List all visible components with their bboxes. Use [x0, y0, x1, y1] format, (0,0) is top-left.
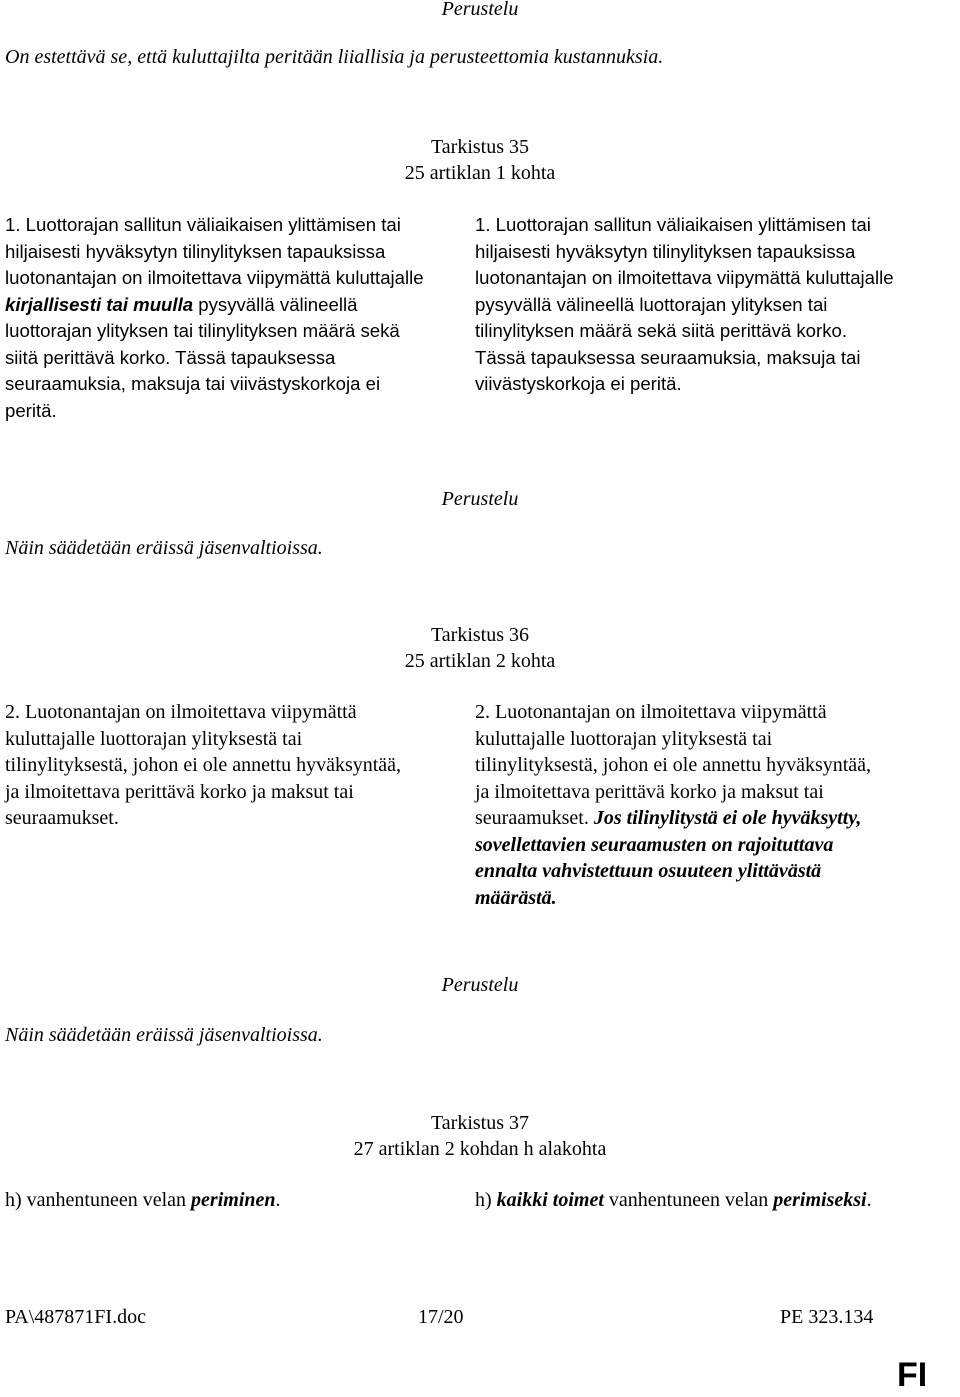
perustelu-text-2: Näin säädetään eräissä jäsenvaltioissa.: [5, 537, 323, 559]
amendment-35-number: Tarkistus 35: [430, 136, 530, 158]
amendment-37-commission-text: [5, 1187, 425, 1214]
amendment-37-commission-pre: h) vanhentuneen velan: [5, 1189, 192, 1211]
amendment-35-commission-emph: kirjallisesti tai muulla: [5, 293, 194, 315]
amendment-37-parliament-mid: vanhentuneen velan: [603, 1189, 774, 1211]
amendment-36-commission-text: 2. Luotonantajan on ilmoitettava viipymättä kuluttajalle luottorajan ylityksestä tai tilinylityksestä, johon ei ole annettu hyväksyntää, ja ilmoitettava perittävä korko ja maksut tai seuraamukset.: [5, 701, 402, 829]
amendment-37-number: Tarkistus 37: [430, 1112, 530, 1134]
footer-language-code: FI: [897, 1356, 928, 1394]
amendment-37-reference: 27 artiklan 2 kohdan h alakohta: [353, 1138, 607, 1160]
amendment-37-parliament-text: [475, 1187, 890, 1214]
footer-pe-ref: PE 323.134: [780, 1306, 874, 1328]
perustelu-heading-3: Perustelu: [441, 974, 519, 996]
amendment-36-parliament-text: [475, 699, 890, 911]
perustelu-heading-1: Perustelu: [441, 0, 519, 20]
footer-page-number: 17/20: [418, 1306, 464, 1328]
amendment-35-reference: 25 artiklan 1 kohta: [404, 162, 556, 184]
amendment-37-parliament-pre: h): [475, 1189, 497, 1211]
perustelu-text-3: Näin säädetään eräissä jäsenvaltioissa.: [5, 1024, 323, 1046]
amendment-37-commission-emph: periminen: [191, 1189, 276, 1211]
amendment-36-parliament-p1: 2. Luotonantajan on ilmoitettava viipymättä kuluttajalle luottorajan ylityksestä tai tilinylityksestä, johon ei ole annettu hyväksyntää, ja ilmoitettava perittävä korko ja maksut tai seuraamukset.: [475, 701, 872, 829]
amendment-37-parliament-post: .: [866, 1189, 872, 1211]
perustelu-heading-2: Perustelu: [441, 488, 519, 510]
footer-doc-ref: PA\487871FI.doc: [5, 1306, 146, 1328]
amendment-36-parliament-emph: Jos tilinylitystä ei ole hyväksytty, sovellettavien seuraamusten on rajoituttava ennalta vahvistettuun osuuteen ylittävästä määrästä.: [475, 807, 862, 909]
amendment-37-parliament-emph1: kaikki toimet: [496, 1189, 604, 1211]
amendment-36-reference: 25 artiklan 2 kohta: [404, 650, 556, 672]
amendment-36-number: Tarkistus 36: [430, 624, 530, 646]
perustelu-text-1: On estettävä se, että kuluttajilta peritään liiallisia ja perusteettomia kustannuksia.: [5, 46, 664, 68]
amendment-35-commission-rest: pysyvällä välineellä luottorajan ylityksen tai tilinylityksen määrä sekä siitä perittävä korko. Tässä tapauksessa seuraamuksia, maksuja tai viivästyskorkoja ei peritä.: [5, 293, 400, 421]
amendment-35-parliament-text: 1. Luottorajan sallitun väliaikaisen ylittämisen tai hiljaisesti hyväksytyn tilinylityksen tapauksissa luotonantajan on ilmoitettava viipymättä kuluttajalle pysyvällä välineellä luottorajan ylityksen tai tilinylityksen määrä sekä siitä perittävä korko. Tässä tapauksessa seuraamuksia, maksuja tai viivästyskorkoja ei peritä.: [475, 214, 894, 394]
amendment-37-commission-post: .: [275, 1189, 281, 1211]
amendment-35-commission-text: [5, 212, 425, 424]
amendment-37-parliament-emph2: perimiseksi: [773, 1189, 867, 1211]
amendment-35-commission-p1: 1. Luottorajan sallitun väliaikaisen ylittämisen tai hiljaisesti hyväksytyn tilinylityksen tapauksissa luotonantajan on ilmoitettava viipymättä kuluttajalle: [5, 214, 424, 288]
